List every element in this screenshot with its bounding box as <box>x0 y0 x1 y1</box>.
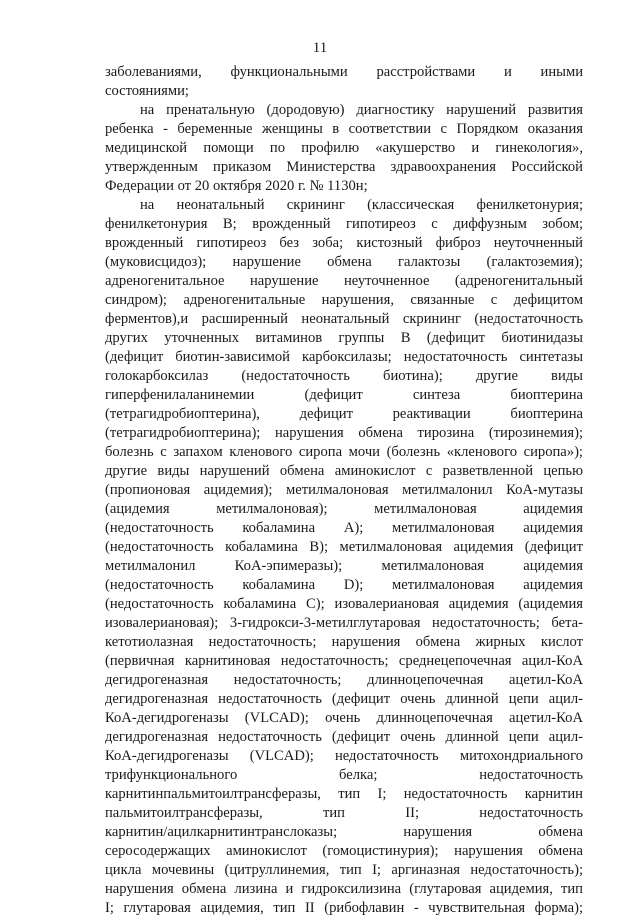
text-line: болезнь с запахом кленового сиропа мочи (болезнь «кленового сиропа»); <box>105 444 583 460</box>
text-line: фенилкетонурия B; врожденный гипотиреоз с диффузным зобом; <box>105 216 583 232</box>
text-line: синдром); адреногенитальные нарушения, связанные с дефицитом <box>105 292 583 308</box>
text-line: медицинской помощи по профилю «акушерство и гинекология», <box>105 140 583 156</box>
text-line: метилмалонил КоА-эпимеразы); метилмалоновая ацидемия <box>105 558 583 574</box>
text-line: трифункционального белка; недостаточность <box>105 767 583 783</box>
text-line: (недостаточность кобаламина C); изовалериановая ацидемия (ацидемия <box>105 596 583 612</box>
text-line: (недостаточность кобаламина D); метилмалоновая ацидемия <box>105 577 583 593</box>
text-line: КоА-дегидрогеназы (VLCAD); недостаточность митохондриального <box>105 748 583 764</box>
text-line: I; глутаровая ацидемия, тип II (рибофлавин - чувствительная форма); <box>105 900 583 916</box>
text-line: гиперфенилаланинемии (дефицит синтеза биоптерина <box>105 387 583 403</box>
text-line: ферментов),и расширенный неонатальный скрининг (недостаточность <box>105 311 583 327</box>
text-line: серосодержащих аминокислот (гомоцистинурия); нарушения обмена <box>105 843 583 859</box>
body-text <box>105 63 583 918</box>
text-line: заболеваниями, функциональными расстройствами и иными <box>105 64 583 80</box>
text-line: (тетрагидробиоптерина), дефицит реактивации биоптерина <box>105 406 583 422</box>
text-line: нарушения обмена лизина и гидроксилизина (глутаровая ацидемия, тип <box>105 881 583 897</box>
text-line: карнитинпальмитоилтрансферазы, тип I; недостаточность карнитин <box>105 786 583 802</box>
text-line: другие виды нарушений обмена аминокислот с разветвленной цепью <box>105 463 583 479</box>
text-line: (муковисцидоз); нарушение обмена галактозы (галактоземия); <box>105 254 583 270</box>
text-line: на неонатальный скрининг (классическая фенилкетонурия; <box>140 197 583 213</box>
text-line: (недостаточность кобаламина B); метилмалоновая ацидемия (дефицит <box>105 539 583 555</box>
text-line: (пропионовая ацидемия); метилмалоновая метилмалонил КоА-мутазы <box>105 482 583 498</box>
text-line: цикла мочевины (цитруллинемия, тип I; аргиназная недостаточность); <box>105 862 583 878</box>
text-line: пальмитоилтрансферазы, тип II; недостаточность <box>105 805 583 821</box>
text-line: дегидрогеназная недостаточность; длинноцепочечная ацетил-КоА <box>105 672 583 688</box>
text-line: голокарбоксилаз (недостаточность биотина); другие виды <box>105 368 583 384</box>
text-line: врожденный гипотиреоз без зоба; кистозный фиброз неуточненный <box>105 235 583 251</box>
text-line: изовалериановая); 3-гидрокси-3-метилглутаровая недостаточность; бета- <box>105 615 583 631</box>
text-line: (ацидемия метилмалоновая); метилмалоновая ацидемия <box>105 501 583 517</box>
text-line: дегидрогеназная недостаточность (дефицит очень длинной цепи ацил- <box>105 691 583 707</box>
page-number: 11 <box>312 40 328 56</box>
text-line: других уточненных витаминов группы B (дефицит биотинидазы <box>105 330 583 346</box>
text-line: КоА-дегидрогеназы (VLCAD); очень длинноцепочечная ацетил-КоА <box>105 710 583 726</box>
text-line: Федерации от 20 октября 2020 г. № 1130н; <box>105 178 368 194</box>
text-line: (недостаточность кобаламина A); метилмалоновая ацидемия <box>105 520 583 536</box>
text-line: адреногенитальное нарушение неуточненное (адреногенитальный <box>105 273 583 289</box>
text-line: на пренатальную (дородовую) диагностику нарушений развития <box>140 102 583 118</box>
text-line: кетотиолазная недостаточность; нарушения обмена жирных кислот <box>105 634 583 650</box>
text-line: утвержденным приказом Министерства здравоохранения Российской <box>105 159 583 175</box>
text-line: карнитин/ацилкарнитинтранслоказы; нарушения обмена <box>105 824 583 840</box>
text-line: (первичная карнитиновая недостаточность; среднецепочечная ацил-КоА <box>105 653 583 669</box>
text-line: (тетрагидробиоптерина); нарушения обмена тирозина (тирозинемия); <box>105 425 583 441</box>
text-line: дегидрогеназная недостаточность (дефицит очень длинной цепи ацил- <box>105 729 583 745</box>
text-line: состояниями; <box>105 83 189 99</box>
text-line: (дефицит биотин-зависимой карбоксилазы; недостаточность синтетазы <box>105 349 583 365</box>
text-line: ребенка - беременные женщины в соответствии с Порядком оказания <box>105 121 583 137</box>
